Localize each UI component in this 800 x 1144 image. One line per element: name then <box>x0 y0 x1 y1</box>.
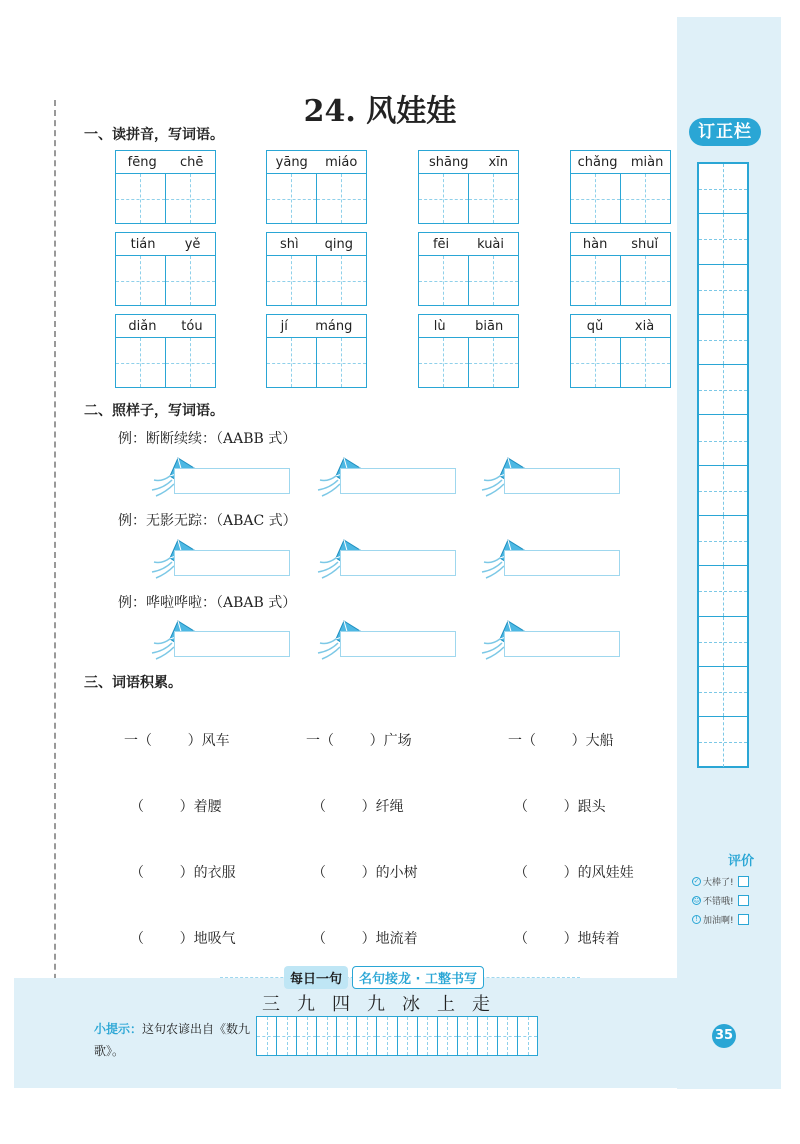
answer-box[interactable] <box>174 631 290 657</box>
pinyin-syllable: fēi <box>432 236 450 252</box>
writing-cell[interactable] <box>115 338 166 388</box>
pinyin-word-grid <box>266 150 367 224</box>
answer-box[interactable] <box>504 550 620 576</box>
writing-cell[interactable] <box>317 338 368 388</box>
fill-blank-item[interactable]: （ ）跟头 <box>514 799 606 815</box>
section-1-heading: 一、读拼音，写词语。 <box>84 127 224 143</box>
page-title: 24. 风娃娃 <box>303 94 457 129</box>
correction-cell[interactable] <box>699 315 747 365</box>
pinyin-row <box>266 232 367 256</box>
cheer-icon: ! <box>692 915 701 924</box>
pinyin-row <box>115 232 216 256</box>
answer-box[interactable] <box>340 468 456 494</box>
pinyin-syllable: lù <box>433 318 446 334</box>
example-2: 例：无影无踪：（ABAC 式） <box>118 513 297 529</box>
pinyin-row <box>418 314 519 338</box>
pinyin-syllable: xīn <box>488 154 508 170</box>
writing-cell[interactable] <box>115 174 166 224</box>
answer-box[interactable] <box>504 468 620 494</box>
pinyin-word-grid <box>570 314 671 388</box>
pinyin-syllable: biān <box>475 318 504 334</box>
writing-cell[interactable] <box>469 338 520 388</box>
writing-cell[interactable] <box>621 174 672 224</box>
evaluation-checkbox[interactable] <box>738 876 749 887</box>
tip <box>94 1018 254 1062</box>
example-1: 例：断断续续：（AABB 式） <box>118 431 297 447</box>
answer-box[interactable] <box>340 631 456 657</box>
poem-line: 三九四九冰上走 <box>262 994 507 1015</box>
pinyin-syllable: máng <box>315 318 353 334</box>
pinyin-word-grid <box>418 232 519 306</box>
evaluation-option <box>692 894 766 907</box>
fill-blank-item[interactable]: （ ）纤绳 <box>312 799 404 815</box>
fill-blank-item[interactable]: （ ）着腰 <box>130 799 222 815</box>
pinyin-syllable: miàn <box>630 154 664 170</box>
fill-blank-item[interactable]: （ ）地流着 <box>312 931 418 947</box>
answer-box[interactable] <box>504 631 620 657</box>
pinyin-word-grid <box>570 232 671 306</box>
pinyin-word-grid <box>266 232 367 306</box>
correction-cell[interactable] <box>699 365 747 415</box>
writing-cell[interactable] <box>570 174 621 224</box>
pinyin-syllable: tián <box>130 236 156 252</box>
thumb-icon: ✓ <box>693 877 700 885</box>
fill-blank-item[interactable]: （ ）的风娃娃 <box>514 865 634 881</box>
writing-cell[interactable] <box>266 338 317 388</box>
pinyin-syllable: yāng <box>275 154 308 170</box>
pinyin-syllable: shuǐ <box>631 236 659 252</box>
pinyin-word-grid <box>418 150 519 224</box>
answer-box[interactable] <box>174 550 290 576</box>
fill-blank-item[interactable]: 一（ ）风车 <box>124 733 230 749</box>
pinyin-syllable: shì <box>280 236 299 252</box>
pinyin-syllable: miáo <box>325 154 358 170</box>
pinyin-word-grid <box>115 232 216 306</box>
correction-cell[interactable] <box>699 214 747 264</box>
pinyin-syllable: chē <box>179 154 204 170</box>
pinyin-syllable: hàn <box>582 236 608 252</box>
pinyin-row <box>266 314 367 338</box>
evaluation-option-label: 大棒了! <box>703 878 734 888</box>
evaluation-option <box>692 875 766 888</box>
correction-cell[interactable] <box>699 516 747 566</box>
cut-line <box>54 100 56 1020</box>
evaluation-checkbox[interactable] <box>738 914 749 925</box>
pinyin-syllable: kuài <box>477 236 505 252</box>
pinyin-row <box>115 150 216 174</box>
pinyin-syllable: tóu <box>181 318 203 334</box>
correction-grid[interactable] <box>697 162 749 768</box>
answer-box[interactable] <box>174 468 290 494</box>
writing-cell[interactable] <box>570 256 621 306</box>
evaluation-box <box>690 850 766 942</box>
writing-cell[interactable] <box>469 174 520 224</box>
pinyin-row <box>418 232 519 256</box>
correction-cell[interactable] <box>699 717 747 767</box>
daily-sentence-header <box>284 966 484 988</box>
smile-icon: ☺ <box>693 896 701 904</box>
pinyin-row <box>418 150 519 174</box>
pinyin-syllable: qing <box>324 236 353 252</box>
tip-label: 小提示： <box>94 1022 143 1036</box>
writing-cell[interactable] <box>166 174 217 224</box>
pinyin-word-grid <box>115 314 216 388</box>
pinyin-syllable: fēng <box>127 154 157 170</box>
evaluation-checkbox[interactable] <box>738 895 749 906</box>
section-2-heading: 二、照样子，写词语。 <box>84 403 224 419</box>
correction-cell[interactable] <box>699 667 747 717</box>
daily-tag: 每日一句 <box>284 966 348 989</box>
correction-title: 订正栏 <box>689 118 761 146</box>
evaluation-option-label: 不错哦! <box>703 897 734 907</box>
evaluation-option-label: 加油啊! <box>703 916 734 926</box>
correction-cell[interactable] <box>699 164 747 214</box>
fill-blank-item[interactable]: （ ）的衣服 <box>130 865 236 881</box>
writing-cell[interactable] <box>115 256 166 306</box>
fill-blank-item[interactable]: 一（ ）广场 <box>306 733 412 749</box>
pinyin-word-grid <box>570 150 671 224</box>
pinyin-syllable: qǔ <box>586 318 604 334</box>
daily-subtitle: 名句接龙 · 工整书写 <box>352 966 484 989</box>
pinyin-syllable: shāng <box>428 154 469 170</box>
writing-cell[interactable] <box>469 256 520 306</box>
answer-box[interactable] <box>340 550 456 576</box>
writing-cell[interactable] <box>621 338 672 388</box>
pinyin-syllable: chǎng <box>577 154 618 170</box>
writing-cell[interactable] <box>266 174 317 224</box>
writing-cell[interactable] <box>418 174 469 224</box>
evaluation-option <box>692 913 766 926</box>
section-3-heading: 三、词语积累。 <box>84 675 182 691</box>
fill-blank-item[interactable]: （ ）的小树 <box>312 865 418 881</box>
writing-cell[interactable] <box>418 338 469 388</box>
writing-cell[interactable] <box>166 256 217 306</box>
pinyin-row <box>115 314 216 338</box>
writing-cell[interactable] <box>266 256 317 306</box>
pinyin-row <box>570 314 671 338</box>
pinyin-syllable: jí <box>280 318 288 334</box>
tip-text: 这句农谚出自《数九歌》。 <box>94 1022 251 1058</box>
pinyin-word-grid <box>266 314 367 388</box>
pinyin-row <box>570 232 671 256</box>
fill-blank-item[interactable]: （ ）地转着 <box>514 931 620 947</box>
pinyin-syllable: yě <box>184 236 201 252</box>
pinyin-syllable: diǎn <box>128 318 157 334</box>
correction-cell[interactable] <box>699 617 747 667</box>
writing-cell[interactable] <box>317 174 368 224</box>
correction-cell[interactable] <box>699 466 747 516</box>
writing-cell[interactable] <box>570 338 621 388</box>
evaluation-title: 评价 <box>727 854 754 869</box>
pinyin-row <box>570 150 671 174</box>
fill-blank-item[interactable]: 一（ ）大船 <box>508 733 614 749</box>
writing-grid[interactable] <box>256 1016 538 1056</box>
example-3: 例：哗啦哗啦：（ABAB 式） <box>118 595 297 611</box>
correction-cell[interactable] <box>699 566 747 616</box>
correction-cell[interactable] <box>699 265 747 315</box>
pinyin-word-grid <box>115 150 216 224</box>
writing-cell[interactable] <box>166 338 217 388</box>
fill-blank-item[interactable]: （ ）地吸气 <box>130 931 236 947</box>
writing-cell[interactable] <box>621 256 672 306</box>
pinyin-row <box>266 150 367 174</box>
correction-cell[interactable] <box>699 416 747 466</box>
pinyin-syllable: xià <box>634 318 655 334</box>
pinyin-word-grid <box>418 314 519 388</box>
page-number: 35 <box>712 1024 736 1048</box>
writing-cell[interactable] <box>418 256 469 306</box>
writing-cell[interactable] <box>317 256 368 306</box>
